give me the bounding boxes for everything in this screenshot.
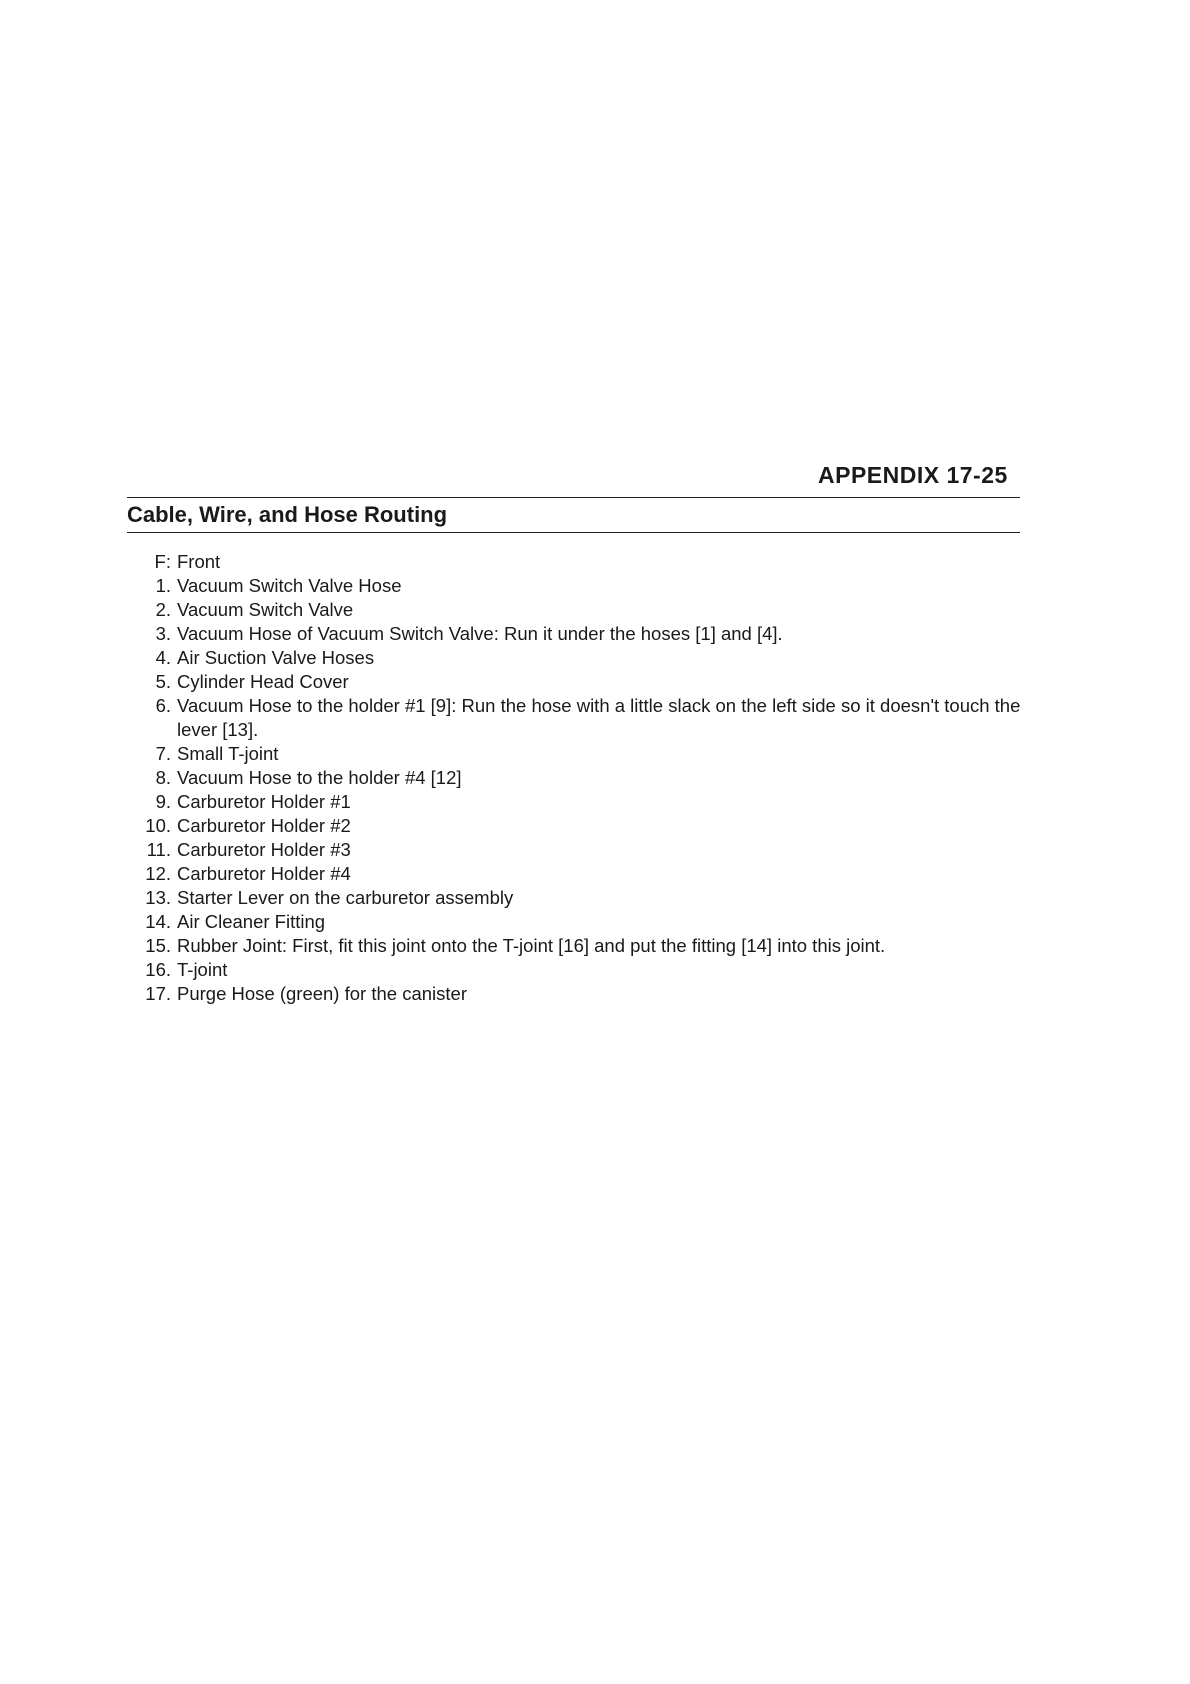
legend-item-number: 13. — [145, 887, 171, 908]
legend-item-number: 4. — [155, 647, 171, 668]
legend-item — [127, 838, 1027, 862]
legend-item — [127, 598, 1027, 622]
legend-item-text: Rubber Joint: First, fit this joint onto the T-joint [16] and put the fitting [14] into this joint. — [177, 935, 886, 956]
legend-item — [127, 694, 1027, 742]
legend-item-text: Starter Lever on the carburetor assembly — [177, 887, 514, 908]
legend-item-text: Vacuum Hose of Vacuum Switch Valve: Run it under the hoses [1] and [4]. — [177, 623, 783, 644]
legend-item-text: Carburetor Holder #3 — [177, 839, 351, 860]
legend-item — [127, 574, 1027, 598]
legend-item-text: Carburetor Holder #2 — [177, 815, 351, 836]
legend-item — [127, 646, 1027, 670]
legend-item-number: 16. — [145, 959, 171, 980]
legend-item — [127, 934, 1027, 958]
legend-item-number: 8. — [155, 767, 171, 788]
legend-item-number: 7. — [155, 743, 171, 764]
legend-item — [127, 982, 1027, 1006]
header-divider-top — [127, 497, 1020, 498]
legend-item — [127, 862, 1027, 886]
legend-item — [127, 742, 1027, 766]
legend-item — [127, 766, 1027, 790]
legend-item-text: Purge Hose (green) for the canister — [177, 983, 467, 1004]
legend-item-number: 12. — [145, 863, 171, 884]
legend-item — [127, 910, 1027, 934]
legend-item-number: F: — [154, 551, 171, 572]
legend-item — [127, 886, 1027, 910]
legend-item-text: Front — [177, 551, 221, 572]
legend-item — [127, 550, 1027, 574]
legend-item-text: Carburetor Holder #4 — [177, 863, 351, 884]
legend-item-number: 1. — [155, 575, 171, 596]
legend-item-text: Vacuum Hose to the holder #1 [9]: Run the hose with a little slack on the left side so it doesn't touch the lever [13]. — [177, 695, 1021, 740]
legend-item-text: Air Suction Valve Hoses — [177, 647, 375, 668]
legend-item-number: 5. — [155, 671, 171, 692]
legend-item-text: Small T-joint — [177, 743, 279, 764]
legend-item-text: Vacuum Hose to the holder #4 [12] — [177, 767, 462, 788]
header-divider-bottom — [127, 532, 1020, 533]
legend-item-text: T-joint — [177, 959, 228, 980]
legend-item — [127, 622, 1027, 646]
legend-item-number: 14. — [145, 911, 171, 932]
legend-item-text: Cylinder Head Cover — [177, 671, 349, 692]
legend-item-number: 17. — [145, 983, 171, 1004]
legend-item-text: Vacuum Switch Valve — [177, 599, 354, 620]
legend-item — [127, 814, 1027, 838]
legend-item — [127, 958, 1027, 982]
legend-item-text: Vacuum Switch Valve Hose — [177, 575, 402, 596]
legend-item-number: 11. — [146, 839, 171, 860]
legend-item-number: 6. — [155, 695, 171, 716]
legend-item-number: 10. — [145, 815, 171, 836]
legend-item-number: 2. — [155, 599, 171, 620]
legend-list — [127, 550, 1027, 1006]
legend-item-number: 3. — [155, 623, 171, 644]
legend-item-number: 15. — [145, 935, 171, 956]
legend-item-text: Air Cleaner Fitting — [177, 911, 326, 932]
legend-item-text: Carburetor Holder #1 — [177, 791, 351, 812]
legend-item — [127, 670, 1027, 694]
legend-item — [127, 790, 1027, 814]
section-title: Cable, Wire, and Hose Routing — [127, 502, 448, 527]
legend-item-number: 9. — [155, 791, 171, 812]
page-header-label: APPENDIX 17-25 — [818, 462, 1008, 488]
